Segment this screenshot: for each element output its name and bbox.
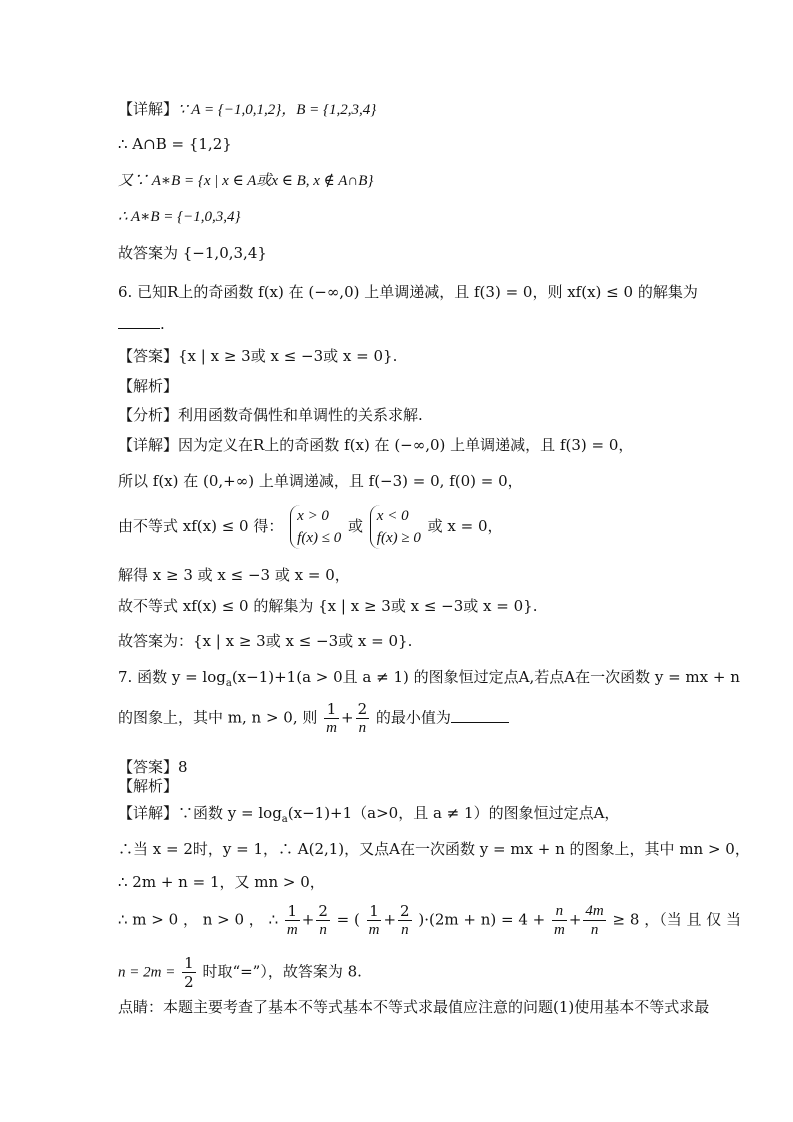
q6-fenxi-line: 【分析】利用函数奇偶性和单调性的关系求解. — [118, 406, 423, 424]
fraction: $\frac{n}{m}$ — [554, 903, 565, 938]
q6-answer: {x | x ≥ 3或 x ≤ −3或 x = 0}. — [178, 347, 398, 365]
fenxi-label: 【分析】 — [118, 406, 179, 424]
q7-detail-line-3: ∴ 2m + n = 1，又 mn > 0， — [118, 873, 325, 891]
fraction: $\frac{2}{n}$ — [400, 902, 410, 938]
q6-stem: 6. 已知R上的奇函数 f(x) 在 (−∞,0) 上单调递减，且 f(3) = 0，则 xf(x) ≤ 0 的解集为 — [118, 283, 698, 301]
q7-comment-line: 点睛：本题主要考查了基本不等式基本不等式求最值应注意的问题(1)使用基本不等式求最 — [118, 998, 710, 1016]
fraction: $\frac{2}{n}$ — [357, 700, 368, 736]
q6-answer-line — [118, 345, 397, 367]
answer-blank — [451, 722, 509, 723]
q5-detail-line-1: 【详解】∵ A = {−1,0,1,2}，B = {1,2,3,4} — [118, 100, 377, 118]
fraction: $\frac{4m}{n}$ — [585, 903, 604, 938]
q7-detail-line-5: n = 2m = $\frac{1}{2}$ 时取“=”），故答案为 8. — [118, 954, 362, 991]
inequality-system-2: x < 0 f(x) ≥ 0 — [370, 505, 421, 549]
q5-detail-line-4: ∴ A∗B = {−1,0,3,4} — [118, 209, 241, 225]
q7-detail-line-4: ∴ m > 0 ， n > 0 ， ∴ $\frac{1}{m}$ + $\frac{2}{n}$ = ( $\frac{1}{m}$ + $\frac{2}{n}$ )·(2m + n) = 4 + $\frac{n}{m}$ + $\frac{4m}{n}$ ≥ 8 ，（当 且 仅 当 — [118, 902, 741, 938]
q5-detail-label: 【详解】 — [118, 100, 179, 118]
q6-stem-blank-line: . — [118, 313, 165, 335]
q7-analysis-label: 【解析】 — [118, 777, 179, 795]
answer-label: 【答案】 — [118, 758, 179, 776]
detail-label: 【详解】 — [118, 436, 179, 454]
q7-stem-line-2: 的图象上，其中 m, n > 0, 则 $\frac{1}{m}$ + $\frac{2}{n}$ 的最小值为 — [118, 700, 509, 737]
q6-detail-line-5: 故不等式 xf(x) ≤ 0 的解集为 {x | x ≥ 3或 x ≤ −3或 x = 0}. — [118, 597, 538, 615]
q6-analysis-label: 【解析】 — [118, 377, 179, 395]
fraction: $\frac{1}{m}$ — [286, 902, 298, 938]
q7-detail-line-2: ∴当 x = 2时，y = 1，∴ A(2,1)，又点A在一次函数 y = mx + n 的图象上，其中 mn > 0， — [118, 840, 750, 858]
inequality-system-1: x > 0 f(x) ≤ 0 — [290, 505, 341, 549]
detail-label: 【详解】 — [118, 804, 179, 822]
fraction: $\frac{1}{m}$ — [326, 700, 337, 736]
q6-detail-line-2: 所以 f(x) 在 (0,+∞) 上单调递减，且 f(−3) = 0, f(0) = 0， — [118, 472, 523, 490]
fraction: $\frac{1}{2}$ — [184, 954, 194, 991]
answer-blank — [118, 328, 160, 329]
q7-stem-line-1: 7. 函数 $y = \log_a(x-1)+1(a > 0$且 a ≠ 1) 的图象恒过定点A,若点A在一次函数 y = mx + n — [118, 668, 740, 689]
q6-detail-line-1: 【详解】因为定义在R上的奇函数 f(x) 在 (−∞,0) 上单调递减，且 f(3) = 0， — [118, 436, 634, 454]
fraction: $\frac{2}{n}$ — [318, 902, 328, 938]
fraction: $\frac{1}{m}$ — [368, 902, 380, 938]
q5-detail-line-3: 又∵ A∗B = {x | x ∈ A或x ∈ B, x ∉ A∩B} — [118, 173, 374, 189]
q7-answer: 8 — [178, 758, 188, 776]
q6-detail-line-4: 解得 x ≥ 3 或 x ≤ −3 或 x = 0， — [118, 566, 350, 584]
q6-detail-line-3: 由不等式 xf(x) ≤ 0 得： x > 0 f(x) ≤ 0 或 x < 0 f(x) ≥ 0 或 x = 0， — [118, 505, 503, 549]
q6-detail-line-6: 故答案为：{x | x ≥ 3或 x ≤ −3或 x = 0}. — [118, 632, 413, 650]
q5-detail-line-5: 故答案为 {−1,0,3,4} — [118, 244, 267, 262]
q7-detail-line-1: 【详解】∵函数 $y = \log_a(x-1)+1(a>0$，且 a ≠ 1）的图象恒过定点A， — [118, 804, 620, 825]
q5-detail-line-2: ∴ A∩B = {1,2} — [118, 135, 232, 153]
answer-label: 【答案】 — [118, 347, 179, 365]
